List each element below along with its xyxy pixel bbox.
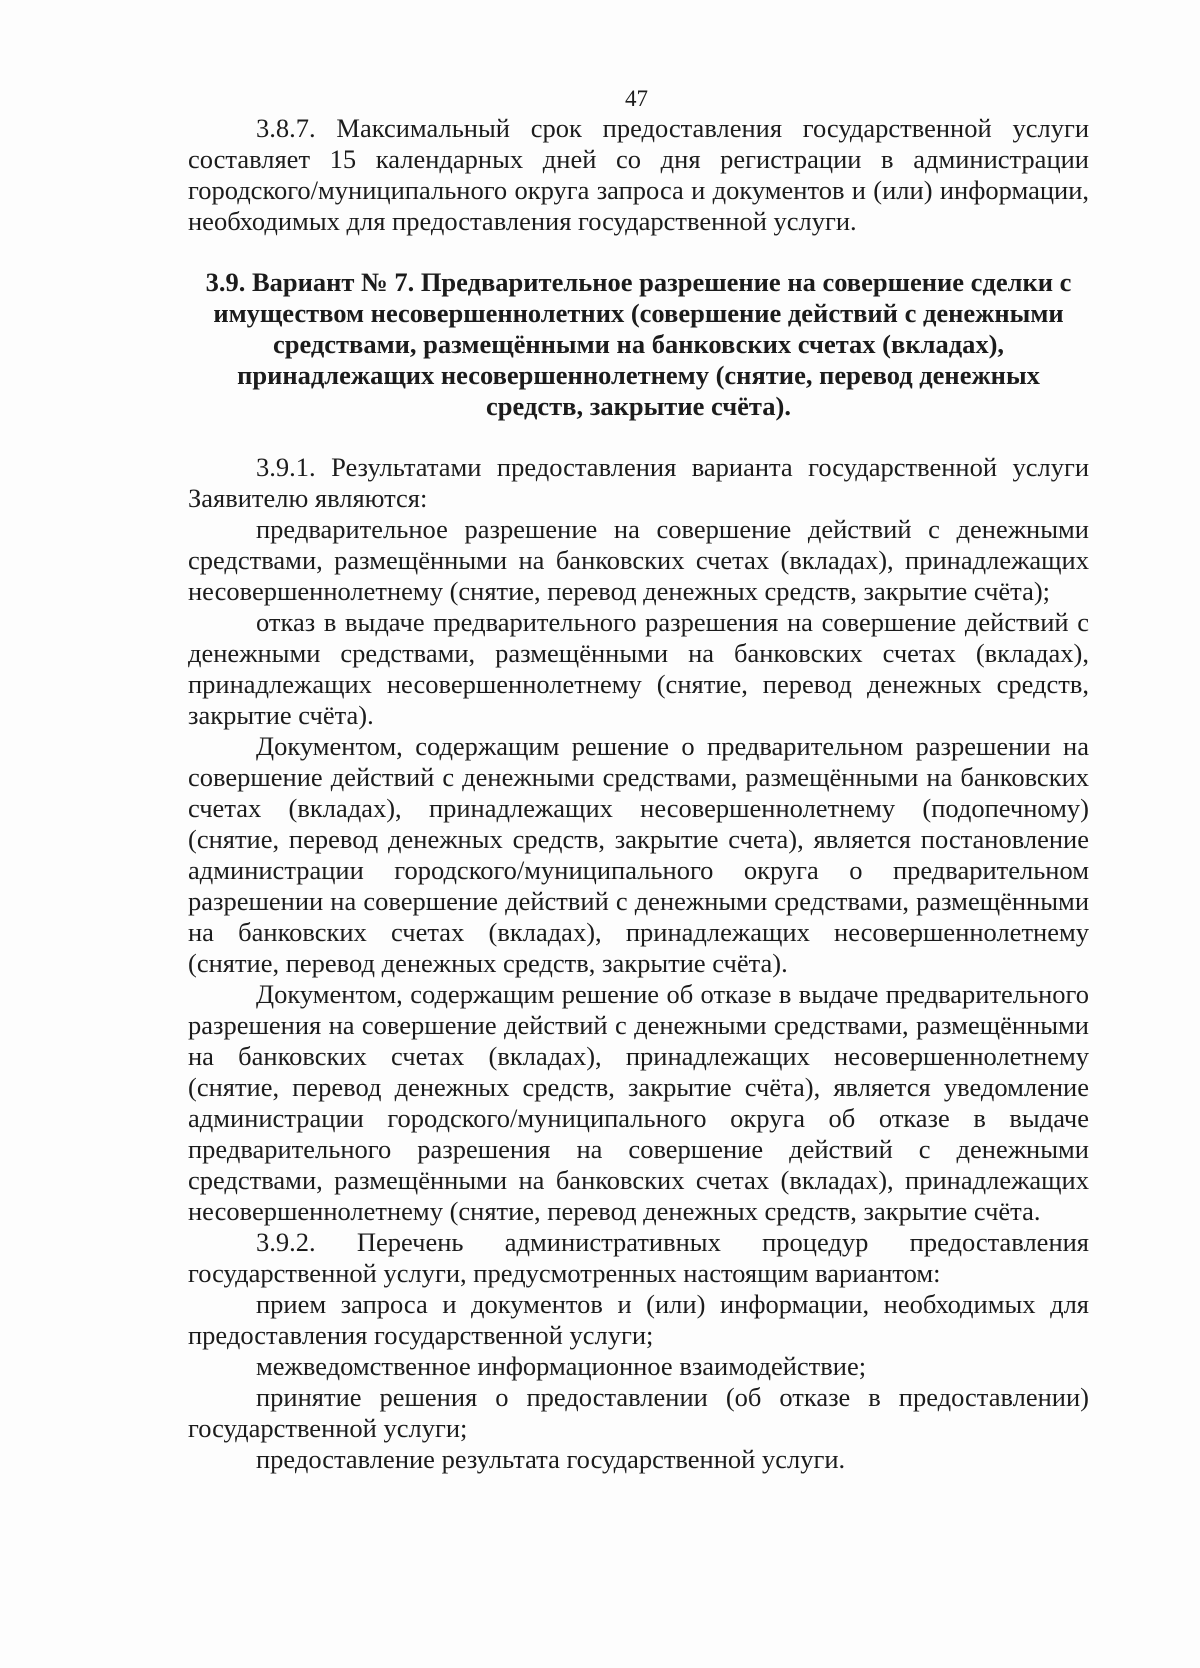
page-number: 47 xyxy=(625,86,648,111)
paragraph-procedure-decision: принятие решения о предоставлении (об отказе в предоставлении) государственной услуги; xyxy=(188,1382,1089,1443)
paragraph-3-9-2: 3.9.2. Перечень административных процедур предоставления государственной услуги, предусмотренных настоящим вариантом: xyxy=(188,1227,1089,1288)
paragraph-procedure-intake: прием запроса и документов и (или) информации, необходимых для предоставления государственной услуги; xyxy=(188,1289,1089,1350)
paragraph-3-8-7: 3.8.7. Максимальный срок предоставления государственной услуги составляет 15 календарных дней со дня регистрации в администрации городского/муниципального округа запроса и документов и (или) информации, необходимых для предоставления государственной услуги. xyxy=(188,113,1089,236)
paragraph-result-refusal: отказ в выдаче предварительного разрешения на совершение действий с денежными средствами, размещёнными на банковских счетах (вкладах), принадлежащих несовершеннолетнему (снятие, перевод денежных средств, закрытие счёта). xyxy=(188,607,1089,730)
section-heading-3-9: 3.9. Вариант № 7. Предварительное разрешение на совершение сделки с имуществом несовершеннолетних (совершение действий с денежными средствами, размещёнными на банковских счетах (вкладах), принадлежащих несовершеннолетнему (снятие, перевод денежных средств, закрытие счёта). xyxy=(205,267,1072,421)
paragraph-document-refusal: Документом, содержащим решение об отказе в выдаче предварительного разрешения на совершение действий с денежными средствами, размещёнными на банковских счетах (вкладах), принадлежащих несовершеннолетнему (снятие, перевод денежных средств, закрытие счёта), является уведомление администрации городского/муниципального округа об отказе в выдаче предварительного разрешения на совершение действий с денежными средствами, размещёнными на банковских счетах (вкладах), принадлежащих несовершеннолетнему (снятие, перевод денежных средств, закрытие счёта. xyxy=(188,979,1089,1226)
paragraph-procedure-interaction: межведомственное информационное взаимодействие; xyxy=(256,1351,867,1381)
paragraph-result-permission: предварительное разрешение на совершение действий с денежными средствами, размещёнными на банковских счетах (вкладах), принадлежащих несовершеннолетнему (снятие, перевод денежных средств, закрытие счёта); xyxy=(188,514,1089,606)
paragraph-document-permission: Документом, содержащим решение о предварительном разрешении на совершение действий с денежными средствами, размещёнными на банковских счетах (вкладах), принадлежащих несовершеннолетнему (подопечному) (снятие, перевод денежных средств, закрытие счета), является постановление администрации городского/муниципального округа о предварительном разрешении на совершение действий с денежными средствами, размещёнными на банковских счетах (вкладах), принадлежащих несовершеннолетнему (снятие, перевод денежных средств, закрытие счёта). xyxy=(188,731,1089,978)
document-body xyxy=(188,113,1089,1475)
paragraph-3-9-1: 3.9.1. Результатами предоставления варианта государственной услуги Заявителю являются: xyxy=(188,452,1089,513)
paragraph-procedure-result: предоставление результата государственной услуги. xyxy=(256,1444,846,1474)
